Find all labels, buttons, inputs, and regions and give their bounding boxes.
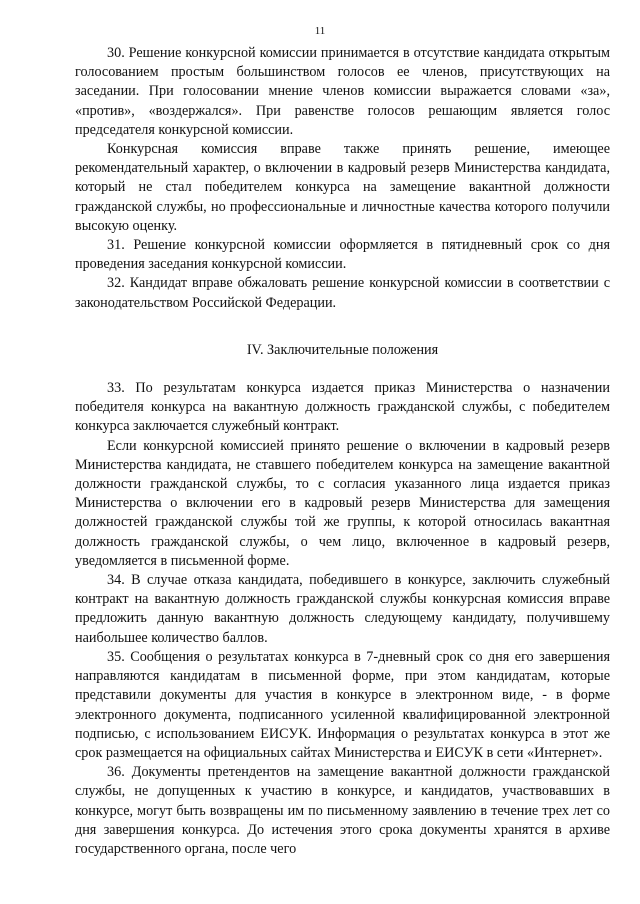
paragraph-34: 34. В случае отказа кандидата, победившего в конкурсе, заключить служебный контракт на вакантную должность гражданской службы конкурсная комиссия вправе предложить данную вакантную должность следующему кандидату, получившему наибольшее количество баллов. (75, 572, 610, 646)
paragraph-33: 33. По результатам конкурса издается приказ Министерства о назначении победителя конкурса на вакантную должность гражданской службы, с победителем конкурса заключается служебный контракт. (75, 380, 610, 435)
paragraph-35: 35. Сообщения о результатах конкурса в 7-дневный срок со дня его завершения направляются кандидатам в письменной форме, при этом кандидатам, которые представили документы для участия в конкурсе в электронном виде, - в форме электронного документа, подписанного усиленной квалифицированной электронной подписью, с использованием ЕИСУК. Информация о результатах конкурса в этот же срок размещается на официальных сайтах Министерства и ЕИСУК в сети «Интернет». (75, 648, 610, 761)
document-body (75, 44, 610, 859)
paragraph-36: 36. Документы претендентов на замещение вакантной должности гражданской службы, не допущенных к участию в конкурсе, и кандидатов, участвовавших в конкурсе, могут быть возвращены им по письменному заявлению в течение трех лет со дня завершения конкурса. До истечения этого срока документы хранятся в архиве государственного органа, после чего (75, 764, 610, 857)
paragraph-reserve-recommendation: Конкурсная комиссия вправе также принять решение, имеющее рекомендательный характер, о включении в кадровый резерв Министерства кандидата, который не стал победителем конкурса на замещение вакантной должности гражданской службы, но профессиональные и личностные качества которого получили высокую оценку. (75, 141, 610, 234)
section-spacer-top (75, 313, 610, 341)
section-spacer-bottom (75, 360, 610, 379)
paragraph-30: 30. Решение конкурсной комиссии принимается в отсутствие кандидата открытым голосованием простым большинством голосов ее членов, присутствующих на заседании. При голосовании мнение членов комиссии выражается словами «за», «против», «воздержался». При равенстве голосов решающим является голос председателя конкурсной комиссии. (75, 45, 610, 138)
paragraph-reserve-order: Если конкурсной комиссией принято решение о включении в кадровый резерв Министерства кандидата, не ставшего победителем конкурса на замещение вакантной должности гражданской службы, то с согласия указанного лица издается приказ Министерства о включении его в кадровый резерв Министерства для замещения должностей гражданской службы той же группы, к которой относилась вакантная должность гражданской службы, о чем лицо, включенное в кадровый резерв, уведомляется в письменной форме. (75, 437, 610, 569)
page-number: 11 (314, 25, 326, 37)
paragraph-31: 31. Решение конкурсной комиссии оформляется в пятидневный срок со дня проведения заседания конкурсной комиссии. (75, 237, 610, 273)
paragraph-32: 32. Кандидат вправе обжаловать решение конкурсной комиссии в соответствии с законодательством Российской Федерации. (75, 275, 610, 311)
section-heading: IV. Заключительные положения (246, 341, 439, 358)
